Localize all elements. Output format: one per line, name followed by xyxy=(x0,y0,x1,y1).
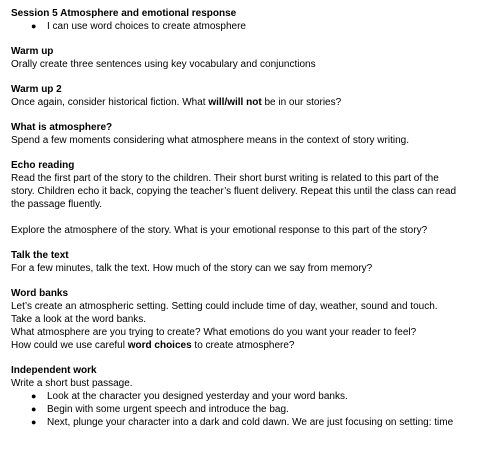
warmup-section xyxy=(11,45,497,71)
atmosphere-text: Spend a few moments considering what atmosphere means in the context of story writing. xyxy=(11,135,409,146)
independent-item-text: Look at the character you designed yesterday and your word banks. xyxy=(47,391,348,402)
bullet-icon: ● xyxy=(31,417,37,427)
talk-section xyxy=(11,249,497,275)
warmup-heading: Warm up xyxy=(11,46,54,57)
wordbanks-line-4 xyxy=(11,339,497,352)
warmup2-text-after: be in our stories? xyxy=(261,97,342,108)
talk-text: For a few minutes, talk the text. How much of the story can we say from memory? xyxy=(11,263,373,274)
independent-item xyxy=(31,390,497,403)
wordbanks-line-4-after: to create atmosphere? xyxy=(191,340,295,351)
bullet-icon: ● xyxy=(31,21,37,31)
warmup2-heading: Warm up 2 xyxy=(11,84,62,95)
warmup2-text xyxy=(11,96,497,109)
session-section xyxy=(11,7,497,33)
independent-list xyxy=(11,390,497,429)
objective-text: I can use word choices to create atmosphere xyxy=(47,21,246,32)
warmup2-section xyxy=(11,83,497,109)
atmosphere-section xyxy=(11,121,497,147)
echo-line-3: the passage fluently. xyxy=(11,199,102,210)
document-page xyxy=(11,7,497,441)
wordbanks-line-4-before: How could we use careful xyxy=(11,340,128,351)
objective-list xyxy=(11,20,497,33)
independent-intro: Write a short bust passage. xyxy=(11,378,133,389)
independent-item-text: Next, plunge your character into a dark and cold dawn. We are just focusing on setting: time xyxy=(47,417,454,428)
warmup2-text-before: Once again, consider historical fiction. What xyxy=(11,97,209,108)
wordbanks-line-4-bold: word choices xyxy=(127,340,192,351)
wordbanks-heading: Word banks xyxy=(11,288,69,299)
warmup-text: Orally create three sentences using key vocabulary and conjunctions xyxy=(11,59,316,70)
session-title: Session 5 Atmosphere and emotional response xyxy=(11,8,237,19)
warmup2-text-bold: will/will not xyxy=(208,97,262,108)
bullet-icon: ● xyxy=(31,391,37,401)
talk-heading: Talk the text xyxy=(11,250,69,261)
echo-heading: Echo reading xyxy=(11,160,75,171)
echo-explore: Explore the atmosphere of the story. What is your emotional response to this part of the story? xyxy=(11,225,428,236)
wordbanks-line-2: Take a look at the word banks. xyxy=(11,314,147,325)
independent-item-text: Begin with some urgent speech and introduce the bag. xyxy=(47,404,289,415)
independent-heading: Independent work xyxy=(11,365,97,376)
independent-section xyxy=(11,364,497,429)
wordbanks-section xyxy=(11,287,497,352)
echo-section xyxy=(11,159,497,237)
bullet-icon: ● xyxy=(31,404,37,414)
independent-item xyxy=(31,416,497,429)
echo-line-1: Read the first part of the story to the children. Their short burst writing is related to this part of the xyxy=(11,173,439,184)
independent-item xyxy=(31,403,497,416)
objective-item xyxy=(31,20,497,33)
wordbanks-line-1: Let’s create an atmospheric setting. Setting could include time of day, weather, sound and touch. xyxy=(11,301,438,312)
wordbanks-line-3: What atmosphere are you trying to create? What emotions do you want your reader to feel? xyxy=(11,327,417,338)
echo-line-2: story. Children echo it back, copying the teacher’s fluent delivery. Repeat this until the class can read xyxy=(11,186,457,197)
atmosphere-heading: What is atmosphere? xyxy=(11,122,113,133)
